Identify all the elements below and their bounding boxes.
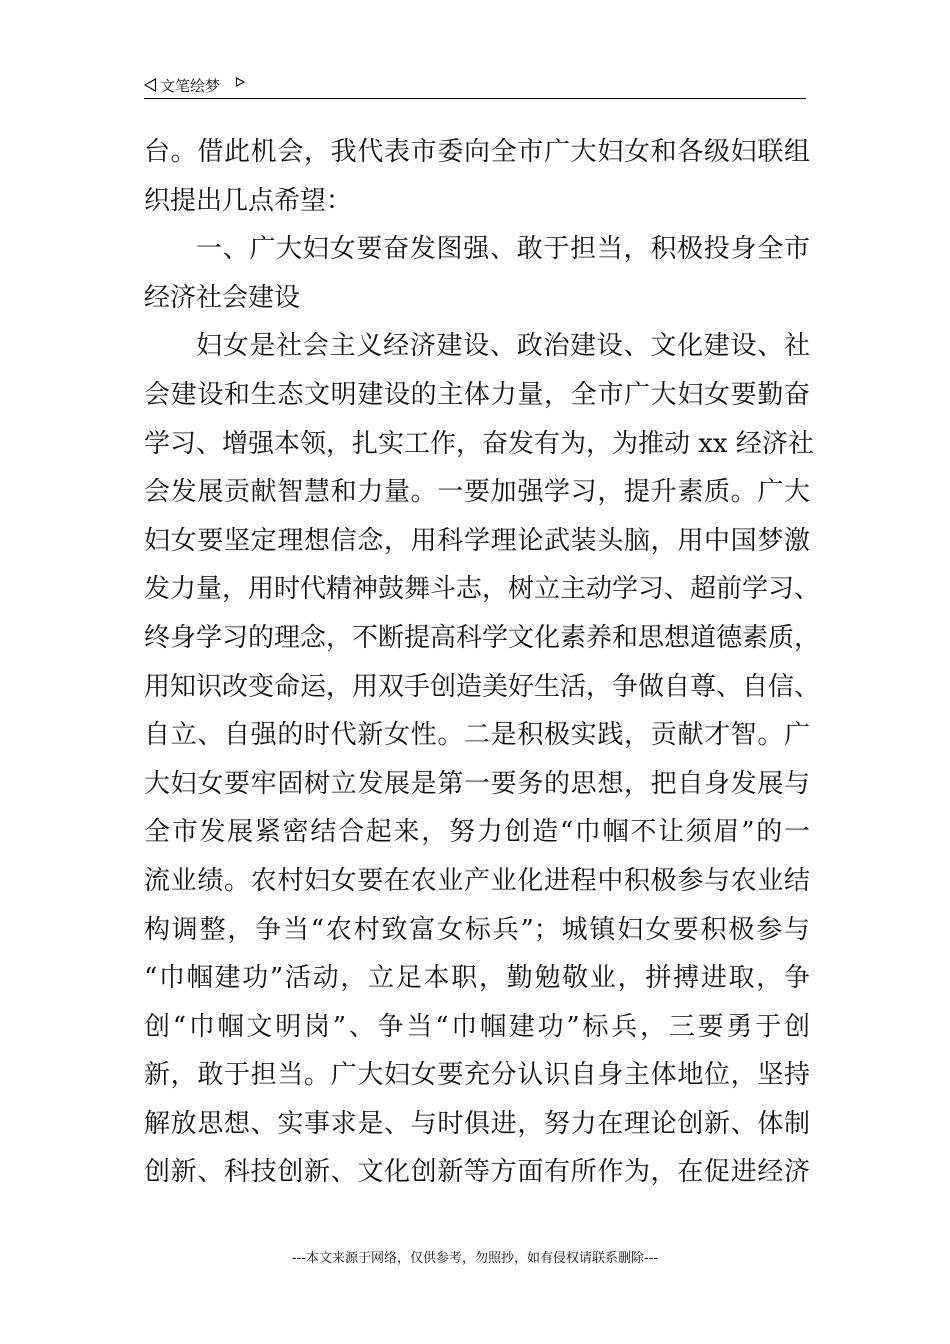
- text-line: 织提出几点希望：: [144, 185, 353, 216]
- footer-disclaimer: ---本文来源于网络，仅供参考，勿照抄，如有侵权请联系删除---: [291, 1251, 659, 1266]
- text-line: 构调整，争当“农村致富女标兵”；城镇妇女要积极参与: [144, 914, 810, 945]
- header-title: 文笔绘梦: [160, 76, 221, 95]
- text-line: 全市发展紧密结合起来，努力创造“巾帼不让须眉”的一: [144, 817, 810, 848]
- text-line: 创新、科技创新、文化创新等方面有所作为，在促进经济: [144, 1157, 810, 1188]
- document-body: [144, 128, 821, 1197]
- text-line: 发力量，用时代精神鼓舞斗志，树立主动学习、超前学习、: [144, 574, 821, 605]
- text-line: 自立、自强的时代新女性。二是积极实践，贡献才智。广: [144, 720, 810, 751]
- text-line: 流业绩。农村妇女要在农业产业化进程中积极参与农业结: [144, 865, 810, 896]
- text-line: 大妇女要牢固树立发展是第一要务的思想，把自身发展与: [144, 768, 810, 799]
- text-line: 终身学习的理念，不断提高科学文化素养和思想道德素质，: [144, 622, 821, 653]
- text-line: 会建设和生态文明建设的主体力量，全市广大妇女要勤奋: [144, 379, 810, 410]
- text-line: 用知识改变命运，用双手创造美好生活，争做自尊、自信、: [144, 671, 821, 702]
- text-line: 新，敢于担当。广大妇女要充分认识自身主体地位，坚持: [144, 1060, 810, 1091]
- text-line: 解放思想、实事求是、与时俱进，努力在理论创新、体制: [144, 1108, 810, 1139]
- section-heading-line: 经济社会建设: [144, 282, 301, 313]
- text-line: 妇女是社会主义经济建设、政治建设、文化建设、社: [196, 331, 810, 362]
- text-line: 妇女要坚定理想信念，用科学理论武装头脑，用中国梦激: [144, 525, 810, 556]
- text-line: “巾帼建功”活动，立足本职，勤勉敬业，拼搏进取，争: [144, 963, 810, 994]
- text-line: 创“巾帼文明岗”、争当“巾帼建功”标兵，三要勇于创: [144, 1011, 810, 1042]
- text-line: 会发展贡献智慧和力量。一要加强学习，提升素质。广大: [144, 477, 810, 508]
- text-line: 台。借此机会，我代表市委向全市广大妇女和各级妇联组: [144, 137, 810, 167]
- text-line: 学习、增强本领，扎实工作，奋发有为，为推动 xx 经济社: [144, 428, 814, 459]
- triangle-left-icon: [144, 78, 156, 92]
- page-header: [144, 72, 806, 99]
- triangle-right-icon: [236, 77, 245, 87]
- section-heading-line: 一、广大妇女要奋发图强、敢于担当，积极投身全市: [196, 234, 810, 265]
